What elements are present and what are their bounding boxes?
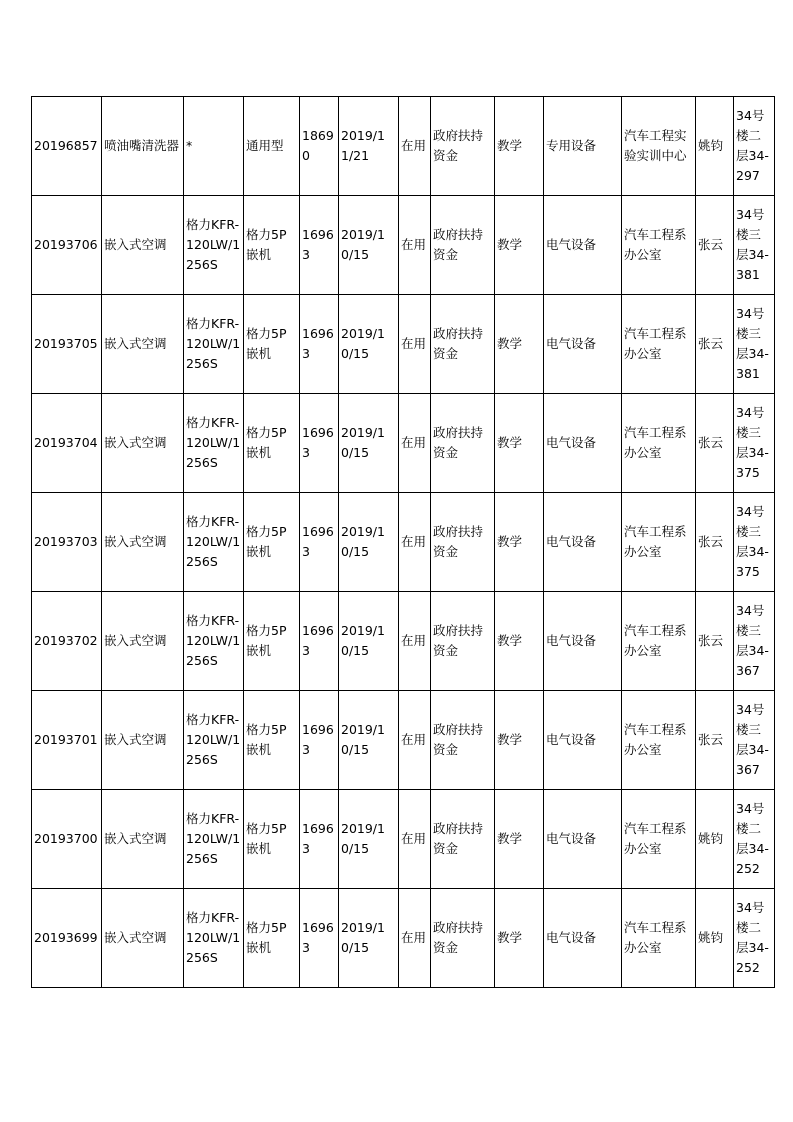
usage-cell: 教学	[495, 691, 544, 790]
location-cell: 34号楼二层34-297	[734, 97, 775, 196]
keeper-cell: 张云	[696, 493, 734, 592]
usage-cell: 教学	[495, 97, 544, 196]
funding-source-cell: 政府扶持资金	[431, 493, 495, 592]
funding-source-cell: 政府扶持资金	[431, 691, 495, 790]
price-cell: 16963	[300, 493, 339, 592]
table-row	[32, 394, 775, 493]
purchase-date-cell: 2019/10/15	[339, 592, 399, 691]
category-cell: 电气设备	[544, 691, 622, 790]
location-cell: 34号楼三层34-367	[734, 592, 775, 691]
funding-source-cell: 政府扶持资金	[431, 196, 495, 295]
usage-cell: 教学	[495, 790, 544, 889]
department-cell: 汽车工程系办公室	[622, 196, 696, 295]
usage-cell: 教学	[495, 295, 544, 394]
location-cell: 34号楼三层34-375	[734, 493, 775, 592]
model-cell: *	[184, 97, 244, 196]
department-cell: 汽车工程系办公室	[622, 889, 696, 988]
model-cell: 格力KFR-120LW/1256S	[184, 394, 244, 493]
category-cell: 电气设备	[544, 493, 622, 592]
department-cell: 汽车工程实验实训中心	[622, 97, 696, 196]
funding-source-cell: 政府扶持资金	[431, 889, 495, 988]
usage-cell: 教学	[495, 196, 544, 295]
department-cell: 汽车工程系办公室	[622, 493, 696, 592]
status-cell: 在用	[399, 592, 431, 691]
category-cell: 电气设备	[544, 790, 622, 889]
keeper-cell: 张云	[696, 295, 734, 394]
spec-cell: 格力5P嵌机	[244, 790, 300, 889]
status-cell: 在用	[399, 493, 431, 592]
spec-cell: 格力5P嵌机	[244, 493, 300, 592]
status-cell: 在用	[399, 691, 431, 790]
model-cell: 格力KFR-120LW/1256S	[184, 691, 244, 790]
category-cell: 电气设备	[544, 592, 622, 691]
category-cell: 电气设备	[544, 295, 622, 394]
asset-id-cell: 20193701	[32, 691, 102, 790]
funding-source-cell: 政府扶持资金	[431, 97, 495, 196]
price-cell: 16963	[300, 295, 339, 394]
location-cell: 34号楼三层34-381	[734, 196, 775, 295]
location-cell: 34号楼三层34-381	[734, 295, 775, 394]
model-cell: 格力KFR-120LW/1256S	[184, 493, 244, 592]
spec-cell: 格力5P嵌机	[244, 592, 300, 691]
purchase-date-cell: 2019/10/15	[339, 196, 399, 295]
table-row	[32, 97, 775, 196]
location-cell: 34号楼三层34-375	[734, 394, 775, 493]
usage-cell: 教学	[495, 889, 544, 988]
model-cell: 格力KFR-120LW/1256S	[184, 790, 244, 889]
spec-cell: 格力5P嵌机	[244, 889, 300, 988]
status-cell: 在用	[399, 97, 431, 196]
asset-table	[31, 96, 775, 988]
price-cell: 16963	[300, 790, 339, 889]
model-cell: 格力KFR-120LW/1256S	[184, 196, 244, 295]
spec-cell: 通用型	[244, 97, 300, 196]
keeper-cell: 姚钧	[696, 97, 734, 196]
table-row	[32, 691, 775, 790]
purchase-date-cell: 2019/10/15	[339, 691, 399, 790]
purchase-date-cell: 2019/10/15	[339, 394, 399, 493]
status-cell: 在用	[399, 394, 431, 493]
spec-cell: 格力5P嵌机	[244, 394, 300, 493]
asset-name-cell: 嵌入式空调	[102, 691, 184, 790]
table-body	[32, 97, 775, 988]
asset-id-cell: 20196857	[32, 97, 102, 196]
purchase-date-cell: 2019/10/15	[339, 889, 399, 988]
funding-source-cell: 政府扶持资金	[431, 295, 495, 394]
status-cell: 在用	[399, 196, 431, 295]
department-cell: 汽车工程系办公室	[622, 691, 696, 790]
category-cell: 电气设备	[544, 394, 622, 493]
location-cell: 34号楼三层34-367	[734, 691, 775, 790]
department-cell: 汽车工程系办公室	[622, 295, 696, 394]
model-cell: 格力KFR-120LW/1256S	[184, 592, 244, 691]
usage-cell: 教学	[495, 493, 544, 592]
table-row	[32, 493, 775, 592]
asset-id-cell: 20193699	[32, 889, 102, 988]
department-cell: 汽车工程系办公室	[622, 394, 696, 493]
asset-id-cell: 20193700	[32, 790, 102, 889]
status-cell: 在用	[399, 790, 431, 889]
usage-cell: 教学	[495, 394, 544, 493]
spec-cell: 格力5P嵌机	[244, 691, 300, 790]
price-cell: 16963	[300, 394, 339, 493]
keeper-cell: 张云	[696, 196, 734, 295]
funding-source-cell: 政府扶持资金	[431, 394, 495, 493]
department-cell: 汽车工程系办公室	[622, 790, 696, 889]
asset-id-cell: 20193705	[32, 295, 102, 394]
model-cell: 格力KFR-120LW/1256S	[184, 889, 244, 988]
keeper-cell: 张云	[696, 691, 734, 790]
asset-name-cell: 嵌入式空调	[102, 790, 184, 889]
usage-cell: 教学	[495, 592, 544, 691]
table-row	[32, 295, 775, 394]
location-cell: 34号楼二层34-252	[734, 889, 775, 988]
department-cell: 汽车工程系办公室	[622, 592, 696, 691]
purchase-date-cell: 2019/11/21	[339, 97, 399, 196]
category-cell: 电气设备	[544, 196, 622, 295]
spec-cell: 格力5P嵌机	[244, 295, 300, 394]
category-cell: 专用设备	[544, 97, 622, 196]
asset-name-cell: 嵌入式空调	[102, 196, 184, 295]
asset-id-cell: 20193702	[32, 592, 102, 691]
table-row	[32, 196, 775, 295]
purchase-date-cell: 2019/10/15	[339, 295, 399, 394]
status-cell: 在用	[399, 295, 431, 394]
spec-cell: 格力5P嵌机	[244, 196, 300, 295]
purchase-date-cell: 2019/10/15	[339, 493, 399, 592]
keeper-cell: 姚钧	[696, 790, 734, 889]
keeper-cell: 姚钧	[696, 889, 734, 988]
table-row	[32, 790, 775, 889]
table-row	[32, 592, 775, 691]
asset-id-cell: 20193703	[32, 493, 102, 592]
asset-id-cell: 20193704	[32, 394, 102, 493]
asset-name-cell: 嵌入式空调	[102, 592, 184, 691]
location-cell: 34号楼二层34-252	[734, 790, 775, 889]
asset-name-cell: 嵌入式空调	[102, 889, 184, 988]
table-row	[32, 889, 775, 988]
category-cell: 电气设备	[544, 889, 622, 988]
funding-source-cell: 政府扶持资金	[431, 790, 495, 889]
model-cell: 格力KFR-120LW/1256S	[184, 295, 244, 394]
funding-source-cell: 政府扶持资金	[431, 592, 495, 691]
asset-name-cell: 嵌入式空调	[102, 493, 184, 592]
price-cell: 18690	[300, 97, 339, 196]
keeper-cell: 张云	[696, 592, 734, 691]
price-cell: 16963	[300, 592, 339, 691]
status-cell: 在用	[399, 889, 431, 988]
price-cell: 16963	[300, 691, 339, 790]
purchase-date-cell: 2019/10/15	[339, 790, 399, 889]
asset-id-cell: 20193706	[32, 196, 102, 295]
price-cell: 16963	[300, 196, 339, 295]
keeper-cell: 张云	[696, 394, 734, 493]
asset-name-cell: 嵌入式空调	[102, 394, 184, 493]
asset-name-cell: 喷油嘴清洗器	[102, 97, 184, 196]
price-cell: 16963	[300, 889, 339, 988]
asset-name-cell: 嵌入式空调	[102, 295, 184, 394]
